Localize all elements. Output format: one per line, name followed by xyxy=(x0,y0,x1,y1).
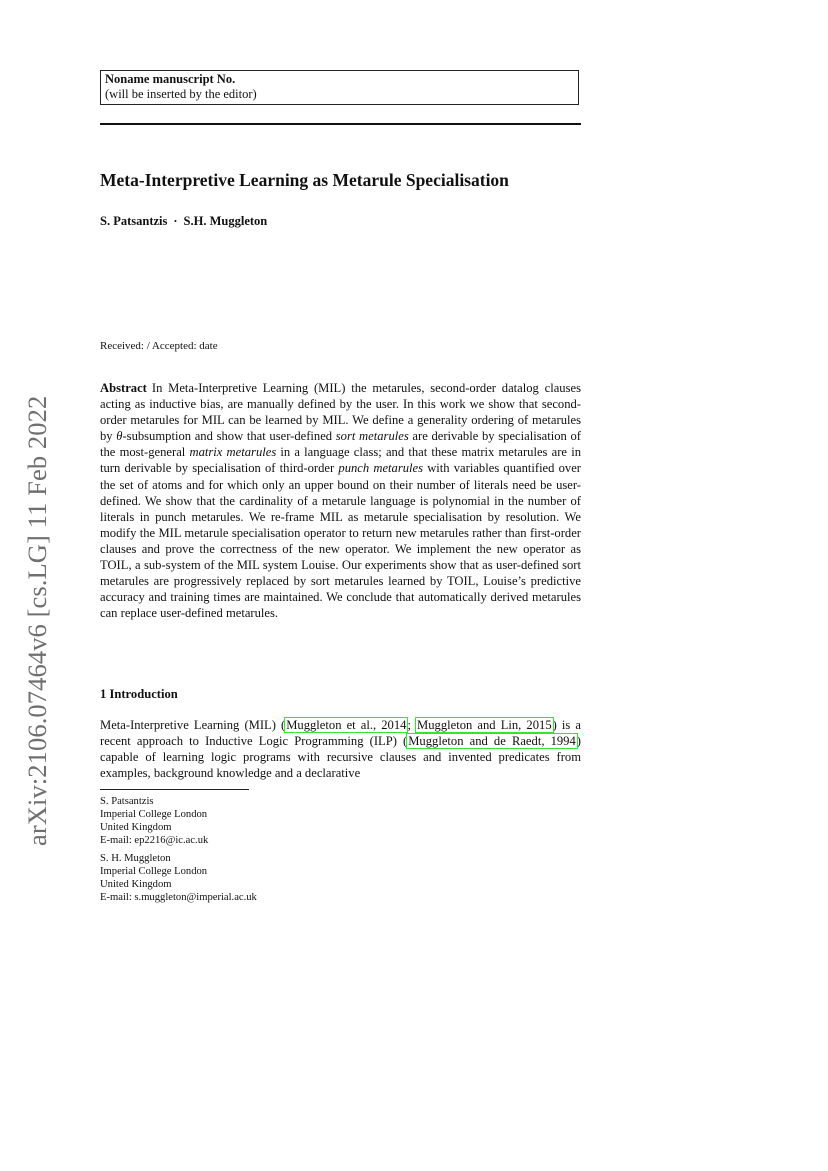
footnote-email: E-mail: s.muggleton@imperial.ac.uk xyxy=(100,892,257,904)
author-separator: · xyxy=(173,214,178,228)
abstract-punch-metarules: punch metarules xyxy=(338,461,424,476)
abstract-label: Abstract xyxy=(100,381,147,395)
intro-text-4: ) capable of learning logic programs with recursive clauses and invented predicates from examples, background knowledge and a declarative xyxy=(100,734,581,781)
intro-text-3: ) is a recent approach to Inductive Logic Programming (ILP) ( xyxy=(100,718,581,749)
author-line xyxy=(100,213,580,229)
section-heading-introduction: 1 Introduction xyxy=(100,687,178,701)
author-patsantzis: S. Patsantzis xyxy=(100,214,168,228)
arxiv-identifier: arXiv:2106.07464v6 [cs.LG] 11 Feb 2022 xyxy=(22,395,52,846)
footnote-name: S. Patsantzis xyxy=(100,796,154,807)
editor-note: (will be inserted by the editor) xyxy=(105,87,257,101)
introduction-paragraph xyxy=(100,717,581,781)
footnote-country: United Kingdom xyxy=(100,879,172,891)
intro-text-2: ; xyxy=(407,718,417,732)
author-footnote-patsantzis xyxy=(100,795,400,847)
intro-text-1: Meta-Interpretive Learning (MIL) ( xyxy=(100,718,286,732)
received-accepted-date: Received: / Accepted: date xyxy=(100,340,218,352)
abstract-text-4: in a language class; and that these matrix metarules are in turn derivable by specialisation of third-order xyxy=(100,445,581,476)
abstract-text-3: are derivable by specialisation of the most-general xyxy=(100,429,581,460)
abstract-matrix-metarules: matrix metarules xyxy=(189,445,277,460)
abstract-text-2: -subsumption and show that user-defined xyxy=(122,429,336,444)
author-muggleton: S.H. Muggleton xyxy=(183,214,268,228)
abstract xyxy=(100,380,581,621)
footnote-rule xyxy=(100,789,249,790)
citation-link-muggleton-lin-2015[interactable]: Muggleton and Lin, 2015 xyxy=(417,718,552,732)
footnote-name: S. H. Muggleton xyxy=(100,853,171,864)
paper-title: Meta-Interpretive Learning as Metarule Specialisation xyxy=(100,170,509,190)
abstract-theta: θ xyxy=(116,429,123,444)
abstract-sort-metarules: sort metarules xyxy=(335,429,409,444)
author-footnote-muggleton xyxy=(100,852,400,904)
footnote-email: E-mail: ep2216@ic.ac.uk xyxy=(100,835,209,847)
citation-link-muggleton-deraedt-1994[interactable]: Muggleton and de Raedt, 1994 xyxy=(408,734,576,749)
manuscript-header-box xyxy=(100,70,579,105)
manuscript-number-label: Noname manuscript No. xyxy=(105,72,236,86)
footnote-affiliation: Imperial College London xyxy=(100,809,208,821)
citation-link-muggleton-2014[interactable]: Muggleton et al., 2014 xyxy=(286,718,407,732)
abstract-text-5: with variables quantified over the set of atoms and for which only an upper bound on their number of literals need be user-defined. We show that the cardinality of a metarule language is polynomial in the number of literals in punch metarules. We re-frame MIL as metarule specialisation by resolution. We modify the MIL metarule specialisation operator to return new metarules rather than first-order clauses and prove the correctness of the new operator. We implement the new operator as TOIL, a sub-system of the MIL system Louise. Our experiments show that as user-defined sort metarules are progressively replaced by sort metarules learned by TOIL, Louise’s predictive accuracy and training times are maintained. We conclude that automatically derived metarules can replace user-defined metarules. xyxy=(100,461,582,621)
footnote-country: United Kingdom xyxy=(100,822,172,834)
abstract-text-1: In Meta-Interpretive Learning (MIL) the metarules, second-order datalog clauses acting as inductive bias, are manually defined by the user. In this work we show that second-order metarules for MIL can be learned by MIL. We define a generality ordering of metarules by xyxy=(100,381,581,444)
header-rule xyxy=(100,123,581,125)
footnote-affiliation: Imperial College London xyxy=(100,866,208,878)
